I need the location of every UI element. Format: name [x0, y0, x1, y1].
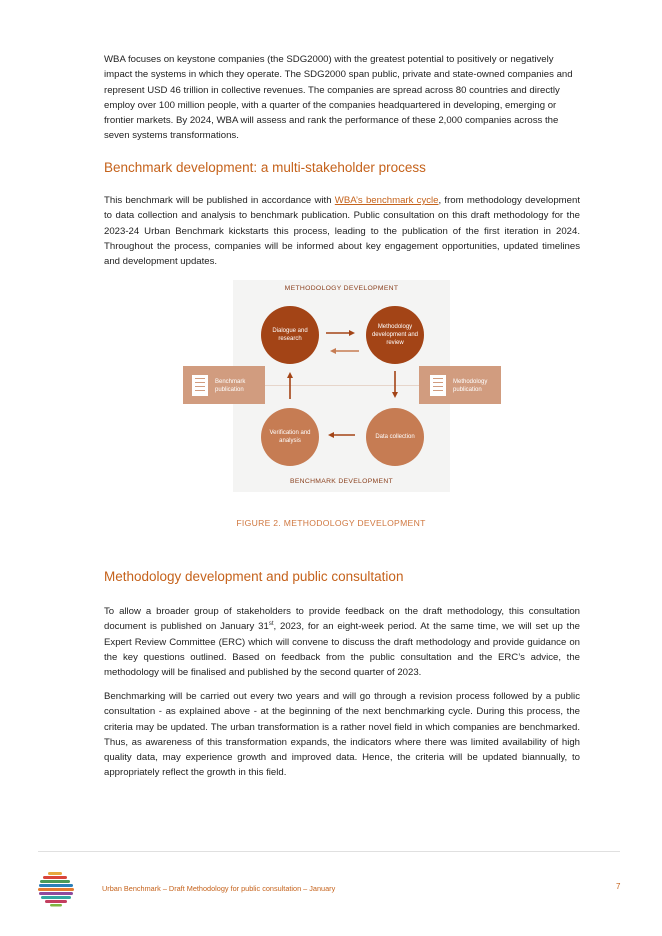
methodology-publication-box — [419, 366, 501, 404]
wba-logo-icon — [38, 871, 76, 907]
arrow-up-icon — [287, 372, 293, 399]
arrow-down-icon — [392, 371, 398, 398]
ordinal-suffix: st — [268, 621, 274, 628]
footer-divider — [38, 851, 620, 852]
paragraph-text: , 2023, for an eight-week period. At the same time, we will set up the Expert Review Committee (ERC) which will convene to discuss the draft methodology and provide guidance on the key questions outlined. Based on feedback from the public consultation and the ERC’s advice, the methodology will be finalised and published by the second quarter of 2023. — [104, 621, 581, 679]
section-heading-benchmark-development: Benchmark development: a multi-stakeholder process — [104, 160, 426, 175]
benchmarking-frequency-paragraph: Benchmarking will be carried out every two years and will go through a revision process followed by a public consultation - as explained above - at the beginning of the next benchmarking cycle. During this process, the criteria may be updated. The urban transformation is a rather novel field in which companies are benchmarked. Thus, as awareness of this transformation expands, the indicators where there was limited availability of high quality data, may experience growth and improved data. Hence, the criteria will be updated biannually, to appropriately reflect the growth in this field. — [104, 691, 580, 779]
arrow-left-icon — [328, 432, 355, 438]
diagram-bottom-label: BENCHMARK DEVELOPMENT — [290, 478, 393, 485]
benchmark-publication-label: Benchmark publication — [215, 379, 246, 393]
consultation-paragraph — [104, 604, 580, 680]
footer-document-title: Urban Benchmark – Draft Methodology for public consultation – January — [102, 884, 336, 893]
diagram-top-label: METHODOLOGY DEVELOPMENT — [284, 285, 399, 292]
benchmark-development-paragraph — [104, 193, 580, 269]
intro-paragraph: WBA focuses on keystone companies (the SDG2000) with the greatest potential to positively or negatively impact the systems in which they operate. The SDG2000 span public, private and state-owned companies and represent USD 46 trillion in collective revenues. The companies are spread across 80 countries and directly employ over 100 million people, with a quarter of the companies headquartered in developing, emerging or frontier markets. By 2024, WBA will assess and rank the performance of these 2,000 companies across the seven systems transformations. — [104, 54, 573, 142]
paragraph-text: , from methodology development to data collection and analysis to benchmark publication. Public consultation on this draft methodology for the 2023-24 Urban Benchmark kickstarts this process, leading to the publication of the first iteration in 2024. Throughout the process, companies will be informed about key engagement opportunities, updated timelines and development updates. — [104, 195, 580, 268]
figure-caption: FIGURE 2. METHODOLOGY DEVELOPMENT — [236, 518, 426, 528]
benchmark-cycle-link[interactable]: WBA’s benchmark cycle — [334, 195, 439, 206]
arrow-right-icon — [326, 330, 355, 336]
methodology-cycle-diagram — [183, 280, 501, 494]
benchmark-publication-box — [183, 366, 265, 404]
paragraph-text: To allow a broader group of stakeholders to provide feedback on the draft methodology, this consultation document is published on January 31 — [104, 606, 580, 633]
verification-analysis-node: Verification and analysis — [261, 408, 319, 466]
arrow-left-light-icon — [330, 348, 359, 354]
document-icon — [429, 374, 447, 397]
section-heading-methodology-consultation: Methodology development and public consultation — [104, 569, 404, 584]
document-icon — [191, 374, 209, 397]
dialogue-research-node: Dialogue and research — [261, 306, 319, 364]
page-number: 7 — [616, 882, 621, 891]
methodology-publication-label: Methodology publication — [453, 379, 488, 393]
paragraph-text: This benchmark will be published in accordance with — [104, 195, 335, 206]
methodology-review-node: Methodology development and review — [366, 306, 424, 364]
data-collection-node: Data collection — [366, 408, 424, 466]
